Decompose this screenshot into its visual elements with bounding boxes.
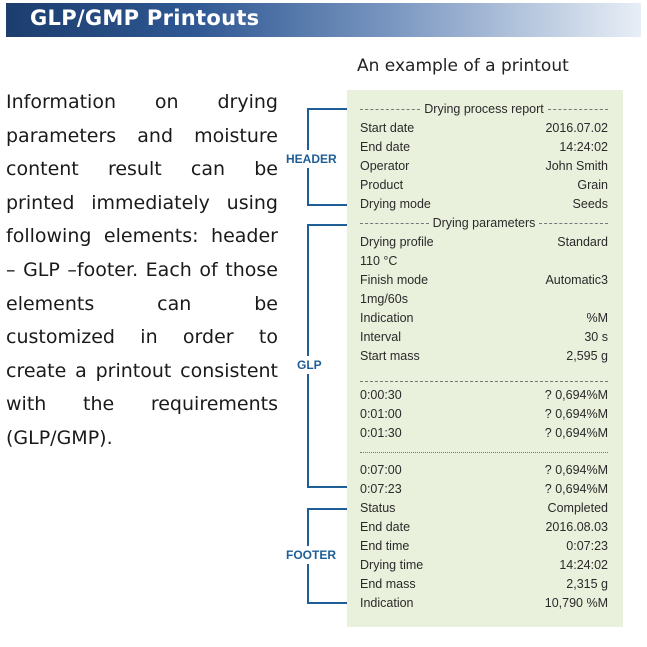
description-text: Information on drying parameters and moisture content result can be printed immediately using following elements: header – GLP –footer. Each of those elements can be customized in order to create a printout consistent with the requirements (GLP/GMP). (6, 91, 278, 449)
row-value: 2,315 g (566, 577, 608, 591)
row-key: Finish mode (360, 273, 429, 287)
print-row (360, 328, 608, 346)
row-value: Grain (577, 178, 608, 192)
row-key: 0:01:30 (360, 426, 402, 440)
row-value: 2016.08.03 (545, 520, 608, 534)
row-value: 2016.07.02 (545, 121, 608, 135)
params-title: Drying parameters (432, 216, 536, 230)
row-key: 0:07:23 (360, 482, 402, 496)
row-key: Operator (360, 159, 410, 173)
print-row (360, 309, 608, 327)
print-row (360, 138, 608, 156)
print-row (360, 347, 608, 365)
print-row (360, 461, 608, 479)
printout-caption: An example of a printout (357, 56, 569, 76)
row-value: Completed (547, 501, 608, 515)
print-row (360, 575, 608, 593)
row-key: Start date (360, 121, 415, 135)
row-value: Seeds (572, 197, 608, 211)
row-key: 110 °C (360, 254, 398, 268)
print-row (360, 594, 608, 612)
row-key: Product (360, 178, 404, 192)
row-key: Start mass (360, 349, 420, 363)
row-value: ? 0,694%M (544, 482, 608, 496)
print-row (360, 386, 608, 404)
report-title: Drying process report (424, 102, 544, 116)
row-key: Interval (360, 330, 401, 344)
row-key: Drying mode (360, 197, 431, 211)
row-value: 0:07:23 (566, 539, 608, 553)
print-row (360, 499, 608, 517)
readings-gap-divider (360, 452, 608, 453)
row-key: Indication (360, 596, 414, 610)
print-row (360, 176, 608, 194)
row-value: 2,595 g (566, 349, 608, 363)
print-row (360, 195, 608, 213)
header-bracket-label: HEADER (286, 152, 337, 166)
row-value: ? 0,694%M (544, 426, 608, 440)
row-key: Drying time (360, 558, 424, 572)
print-row (360, 480, 608, 498)
row-value: Standard (557, 235, 608, 249)
row-key: Drying profile (360, 235, 434, 249)
row-value: ? 0,694%M (544, 388, 608, 402)
row-key: 0:01:00 (360, 407, 402, 421)
params-title-divider (360, 214, 608, 232)
print-row (360, 157, 608, 175)
print-row (360, 405, 608, 423)
row-key: End mass (360, 577, 416, 591)
printout-panel (347, 90, 623, 627)
print-row (360, 119, 608, 137)
row-value: %M (586, 311, 608, 325)
title-banner (6, 3, 641, 37)
page-title: GLP/GMP Printouts (30, 6, 260, 30)
print-row (360, 424, 608, 442)
row-key: Indication (360, 311, 414, 325)
row-key: 1mg/60s (360, 292, 408, 306)
row-value: 10,790 %M (544, 596, 608, 610)
row-value: ? 0,694%M (544, 463, 608, 477)
print-row (360, 518, 608, 536)
report-title-divider (360, 100, 608, 118)
print-row (360, 271, 608, 289)
row-value: ? 0,694%M (544, 407, 608, 421)
row-key: End date (360, 140, 411, 154)
row-value: John Smith (545, 159, 608, 173)
print-row (360, 252, 608, 270)
print-row (360, 556, 608, 574)
row-value: Automatic3 (545, 273, 608, 287)
row-key: Status (360, 501, 396, 515)
footer-bracket-label: FOOTER (286, 548, 336, 562)
row-value: 30 s (584, 330, 608, 344)
readings-divider (360, 381, 608, 382)
row-value: 14:24:02 (559, 140, 608, 154)
row-key: End time (360, 539, 410, 553)
print-row (360, 537, 608, 555)
row-key: 0:07:00 (360, 463, 402, 477)
print-row (360, 290, 608, 308)
print-row (360, 233, 608, 251)
row-value: 14:24:02 (559, 558, 608, 572)
glp-bracket-label: GLP (297, 358, 322, 372)
row-key: 0:00:30 (360, 388, 402, 402)
row-key: End date (360, 520, 411, 534)
